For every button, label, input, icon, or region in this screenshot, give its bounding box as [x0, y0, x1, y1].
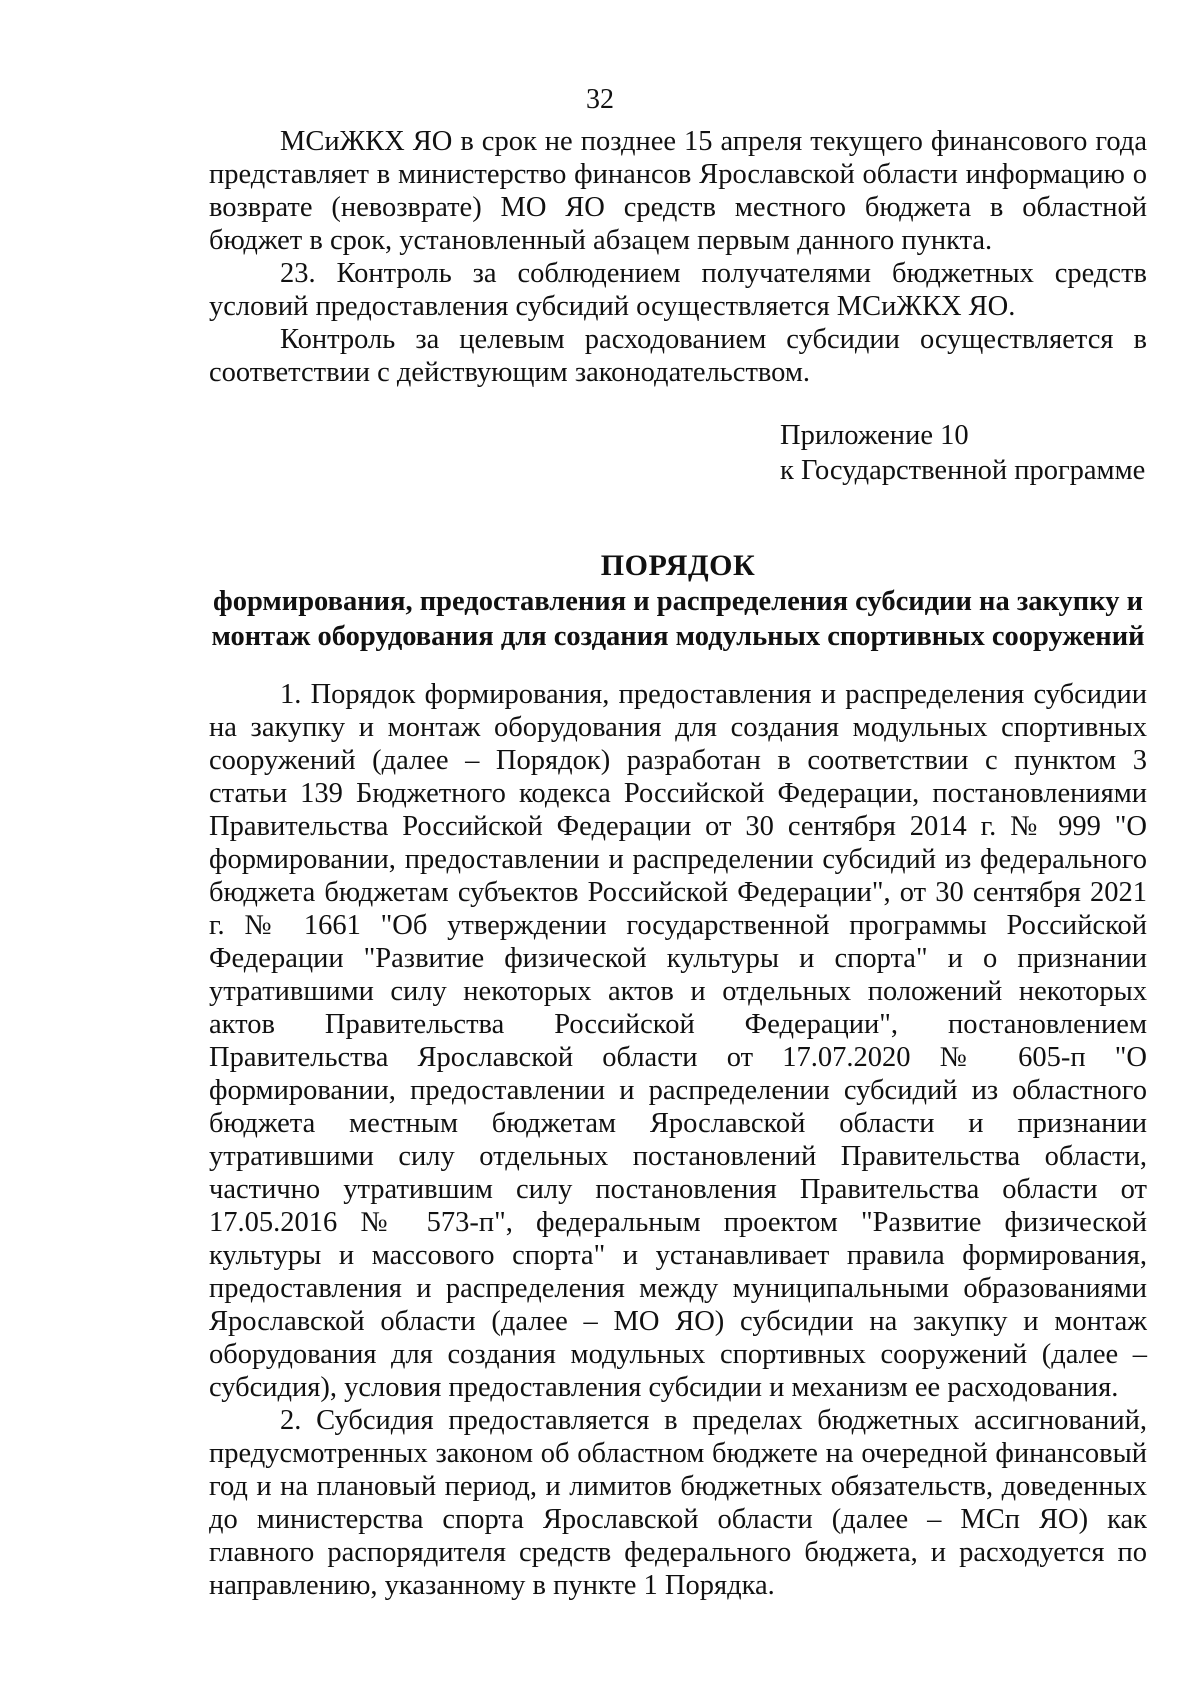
- appendix-line-1: Приложение 10: [780, 420, 969, 451]
- document-title: [209, 548, 1147, 654]
- appendix-reference: [780, 418, 1160, 488]
- paragraph-return-info: МСиЖКХ ЯО в срок не позднее 15 апреля текущего финансового года представляет в министерство финансов Ярославской области информацию о возврате (невозврате) МО ЯО средств местного бюджета в областной бюджет в срок, установленный абзацем первым данного пункта.: [209, 126, 1147, 256]
- paragraph-2: 2. Субсидия предоставляется в пределах бюджетных ассигнований, предусмотренных законом об областном бюджете на очередной финансовый год и на плановый период, и лимитов бюджетных обязательств, доведенных до министерства спорта Ярославской области (далее – МСп ЯО) как главного распорядителя средств федерального бюджета, и расходуется по направлению, указанному в пункте 1 Порядка.: [209, 1405, 1147, 1601]
- main-text-block: [209, 678, 1147, 1602]
- paragraph-control-usage: Контроль за целевым расходованием субсидии осуществляется в соответствии с действующим законодательством.: [209, 324, 1147, 388]
- title-main: ПОРЯДОК: [600, 549, 756, 582]
- top-text-block: [209, 125, 1147, 389]
- page-number: 32: [586, 84, 614, 115]
- appendix-line-2: к Государственной программе: [780, 455, 1146, 486]
- title-subtitle-line-1: формирования, предоставления и распределения субсидии на закупку и: [212, 586, 1144, 617]
- title-subtitle-line-2: монтаж оборудования для создания модульных спортивных сооружений: [211, 621, 1145, 652]
- paragraph-control-conditions: 23. Контроль за соблюдением получателями бюджетных средств условий предоставления субсидий осуществляется МСиЖКХ ЯО.: [209, 258, 1147, 322]
- paragraph-1: 1. Порядок формирования, предоставления и распределения субсидии на закупку и монтаж оборудования для создания модульных спортивных сооружений (далее – Порядок) разработан в соответствии с пунктом 3 статьи 139 Бюджетного кодекса Российской Федерации, постановлениями Правительства Российской Федерации от 30 сентября 2014 г. № 999 "О формировании, предоставлении и распределении субсидий из федерального бюджета бюджетам субъектов Российской Федерации", от 30 сентября 2021 г. № 1661 "Об утверждении государственной программы Российской Федерации "Развитие физической культуры и спорта" и о признании утратившими силу некоторых актов и отдельных положений некоторых актов Правительства Российской Федерации", постановлением Правительства Ярославской области от 17.07.2020 № 605-п "О формировании, предоставлении и распределении субсидий из областного бюджета местным бюджетам Ярославской области и признании утратившими силу отдельных постановлений Правительства области, частично утратившим силу постановления Правительства области от 17.05.2016 № 573-п", федеральным проектом "Развитие физической культуры и массового спорта" и устанавливает правила формирования, предоставления и распределения между муниципальными образованиями Ярославской области (далее – МО ЯО) субсидии на закупку и монтаж оборудования для создания модульных спортивных сооружений (далее – субсидия), условия предоставления субсидии и механизм ее расходования.: [209, 679, 1147, 1403]
